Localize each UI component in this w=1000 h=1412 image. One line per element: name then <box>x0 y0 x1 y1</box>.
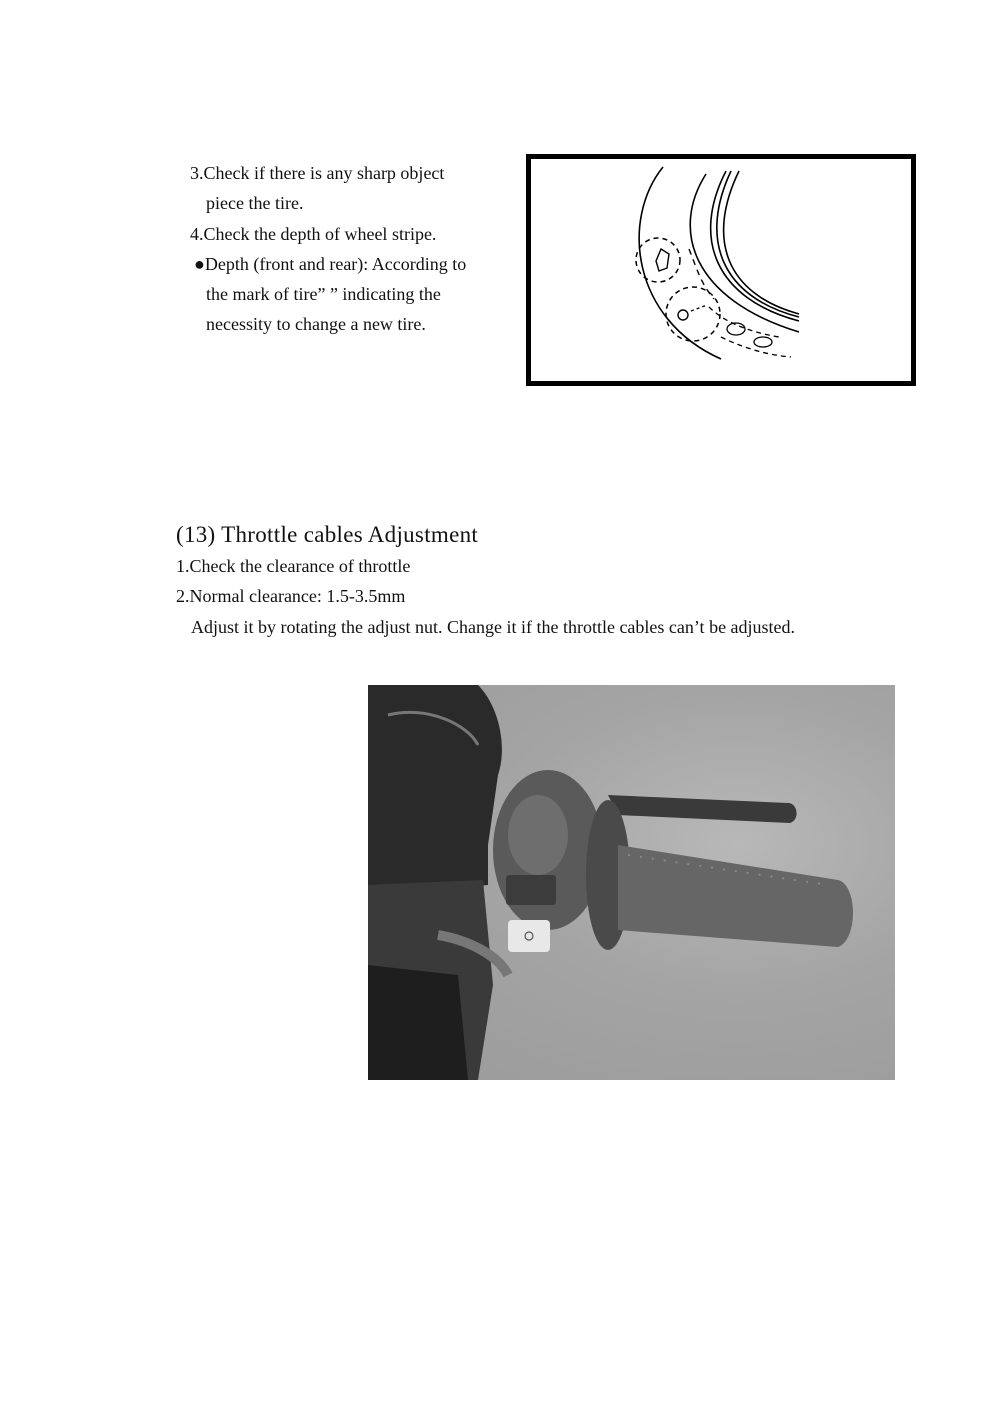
tire-step-4: 4.Check the depth of wheel stripe. <box>190 224 437 244</box>
tire-step-3: 3.Check if there is any sharp object <box>190 163 445 183</box>
handlebar-illustration <box>368 685 895 1080</box>
throttle-grip-photo <box>368 685 895 1080</box>
throttle-step-2: 2.Normal clearance: 1.5-3.5mm <box>176 586 406 606</box>
section-heading-throttle: (13) Throttle cables Adjustment <box>176 522 479 547</box>
tire-step-3-cont: piece the tire. <box>206 193 304 213</box>
tire-diagram-frame <box>526 154 916 386</box>
throttle-adjust-note: Adjust it by rotating the adjust nut. Change it if the throttle cables can’t be adjusted. <box>191 617 796 637</box>
tire-wear-diagram <box>531 159 911 381</box>
tire-depth-cont-1: the mark of tire” ” indicating the <box>206 284 441 304</box>
tire-depth-bullet: ●Depth (front and rear): According to <box>194 254 467 274</box>
throttle-step-1: 1.Check the clearance of throttle <box>176 556 411 576</box>
tire-depth-cont-2: necessity to change a new tire. <box>206 314 426 334</box>
